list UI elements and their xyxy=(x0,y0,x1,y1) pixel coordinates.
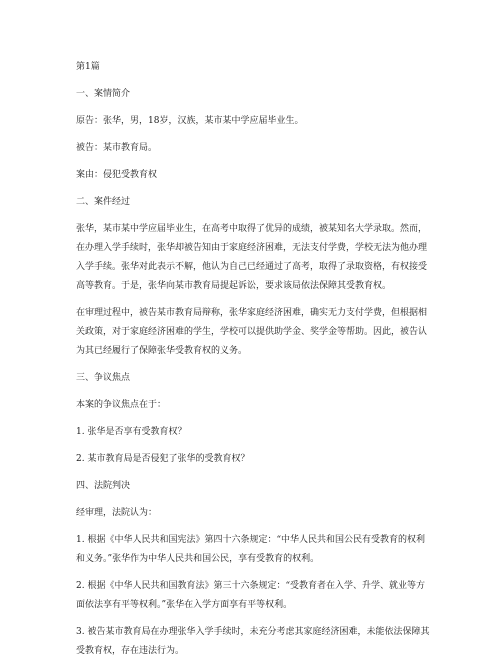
paragraph-dispute-item-2: 2. 某市教育局是否侵犯了张华的受教育权？ xyxy=(76,454,250,464)
paragraph-cause: 案由：侵犯受教育权 xyxy=(76,170,158,180)
paragraph-plaintiff: 原告：张华，男，18岁，汉族，某市某中学应届毕业生。 xyxy=(76,116,304,126)
paragraph-dispute-intro: 本案的争议焦点在于： xyxy=(76,400,167,410)
paragraph-dispute-item-1: 1. 张华是否享有受教育权？ xyxy=(76,427,187,437)
paragraph-judgment-intro: 经审理，法院认为： xyxy=(76,508,158,518)
paragraph-judgment-item-2: 2. 根据《中华人民共和国教育法》第三十六条规定：“受教育者在入学、升学、就业等方面依法享有平等权利。”张华在入学方面享有平等权利。 xyxy=(76,581,426,610)
paragraph-judgment-item-3: 3. 被告某市教育局在办理张华入学手续时，未充分考虑其家庭经济困难，未能依法保障其受教育权，存在违法行为。 xyxy=(76,627,430,656)
paragraph-judgment-item-1: 1. 根据《中华人民共和国宪法》第四十六条规定：“中华人民共和国公民有受教育的权利和义务。”张华作为中华人民共和国公民，享有受教育的权利。 xyxy=(76,535,426,564)
paragraph-process-2: 在审理过程中，被告某市教育局辩称，张华家庭经济困难，确实无力支付学费，但根据相关政策，对于家庭经济困难的学生，学校可以提供助学金、奖学金等帮助。因此，被告认为其已经履行了保障张华受教育权的义务。 xyxy=(76,308,428,356)
section-heading-dispute-focus: 三、争议焦点 xyxy=(76,373,131,383)
section-heading-judgment: 四、法院判决 xyxy=(76,481,131,491)
paragraph-process-1: 张华，某市某中学应届毕业生，在高考中取得了优异的成绩，被某知名大学录取。然而，在办理入学手续时，张华却被告知由于家庭经济困难，无法支付学费，学校无法为他办理入学手续。张华对此表示不解，他认为自己已经通过了高考，取得了录取资格，有权接受高等教育。于是，张华向某市教育局提起诉讼，要求该局依法保障其受教育权。 xyxy=(76,224,428,291)
section-heading-case-process: 二、案件经过 xyxy=(76,197,131,207)
page-label: 第1篇 xyxy=(76,62,100,72)
document-body xyxy=(76,58,433,669)
paragraph-defendant: 被告：某市教育局。 xyxy=(76,143,158,153)
section-heading-case-summary: 一、案情简介 xyxy=(76,89,131,99)
